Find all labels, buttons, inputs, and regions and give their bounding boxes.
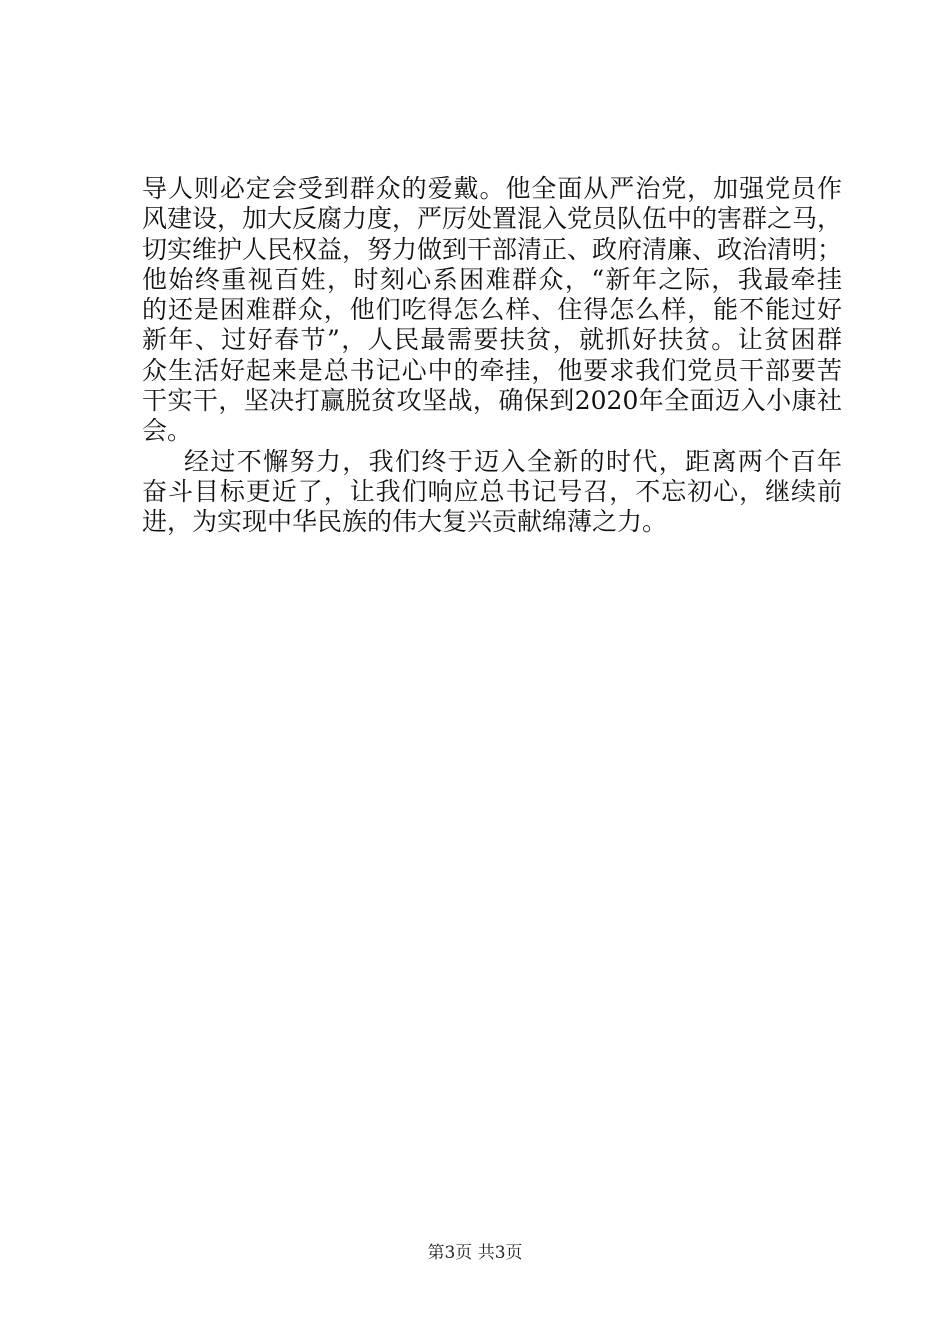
page-number-label: 第3页 共3页	[427, 1243, 523, 1263]
paragraph-1	[142, 174, 842, 447]
text-line: 干实干，坚决打赢脱贫攻坚战，确保到2020年全面迈入小康社	[142, 386, 842, 416]
paragraph-2	[142, 447, 842, 538]
text-line: 众生活好起来是总书记心中的牵挂，他要求我们党员干部要苦	[142, 355, 842, 385]
text-line: 的还是困难群众，他们吃得怎么样、住得怎么样，能不能过好	[142, 295, 842, 325]
page-footer	[0, 1242, 950, 1264]
text-line: 切实维护人民权益，努力做到干部清正、政府清廉、政治清明；	[142, 234, 843, 264]
text-line: 经过不懈努力，我们终于迈入全新的时代，距离两个百年	[184, 446, 842, 476]
text-line: 他始终重视百姓，时刻心系困难群众，“新年之际，我最牵挂	[142, 264, 842, 294]
text-line: 会。	[142, 416, 193, 446]
text-line: 新年、过好春节”，人民最需要扶贫，就抓好扶贫。让贫困群	[142, 325, 842, 355]
text-line: 风建设，加大反腐力度，严厉处置混入党员队伍中的害群之马，	[142, 204, 843, 234]
text-line: 奋斗目标更近了，让我们响应总书记号召，不忘初心，继续前	[142, 476, 842, 506]
text-line: 进，为实现中华民族的伟大复兴贡献绵薄之力。	[142, 507, 668, 537]
text-line: 导人则必定会受到群众的爱戴。他全面从严治党，加强党员作	[142, 174, 842, 203]
body-text	[142, 174, 842, 538]
